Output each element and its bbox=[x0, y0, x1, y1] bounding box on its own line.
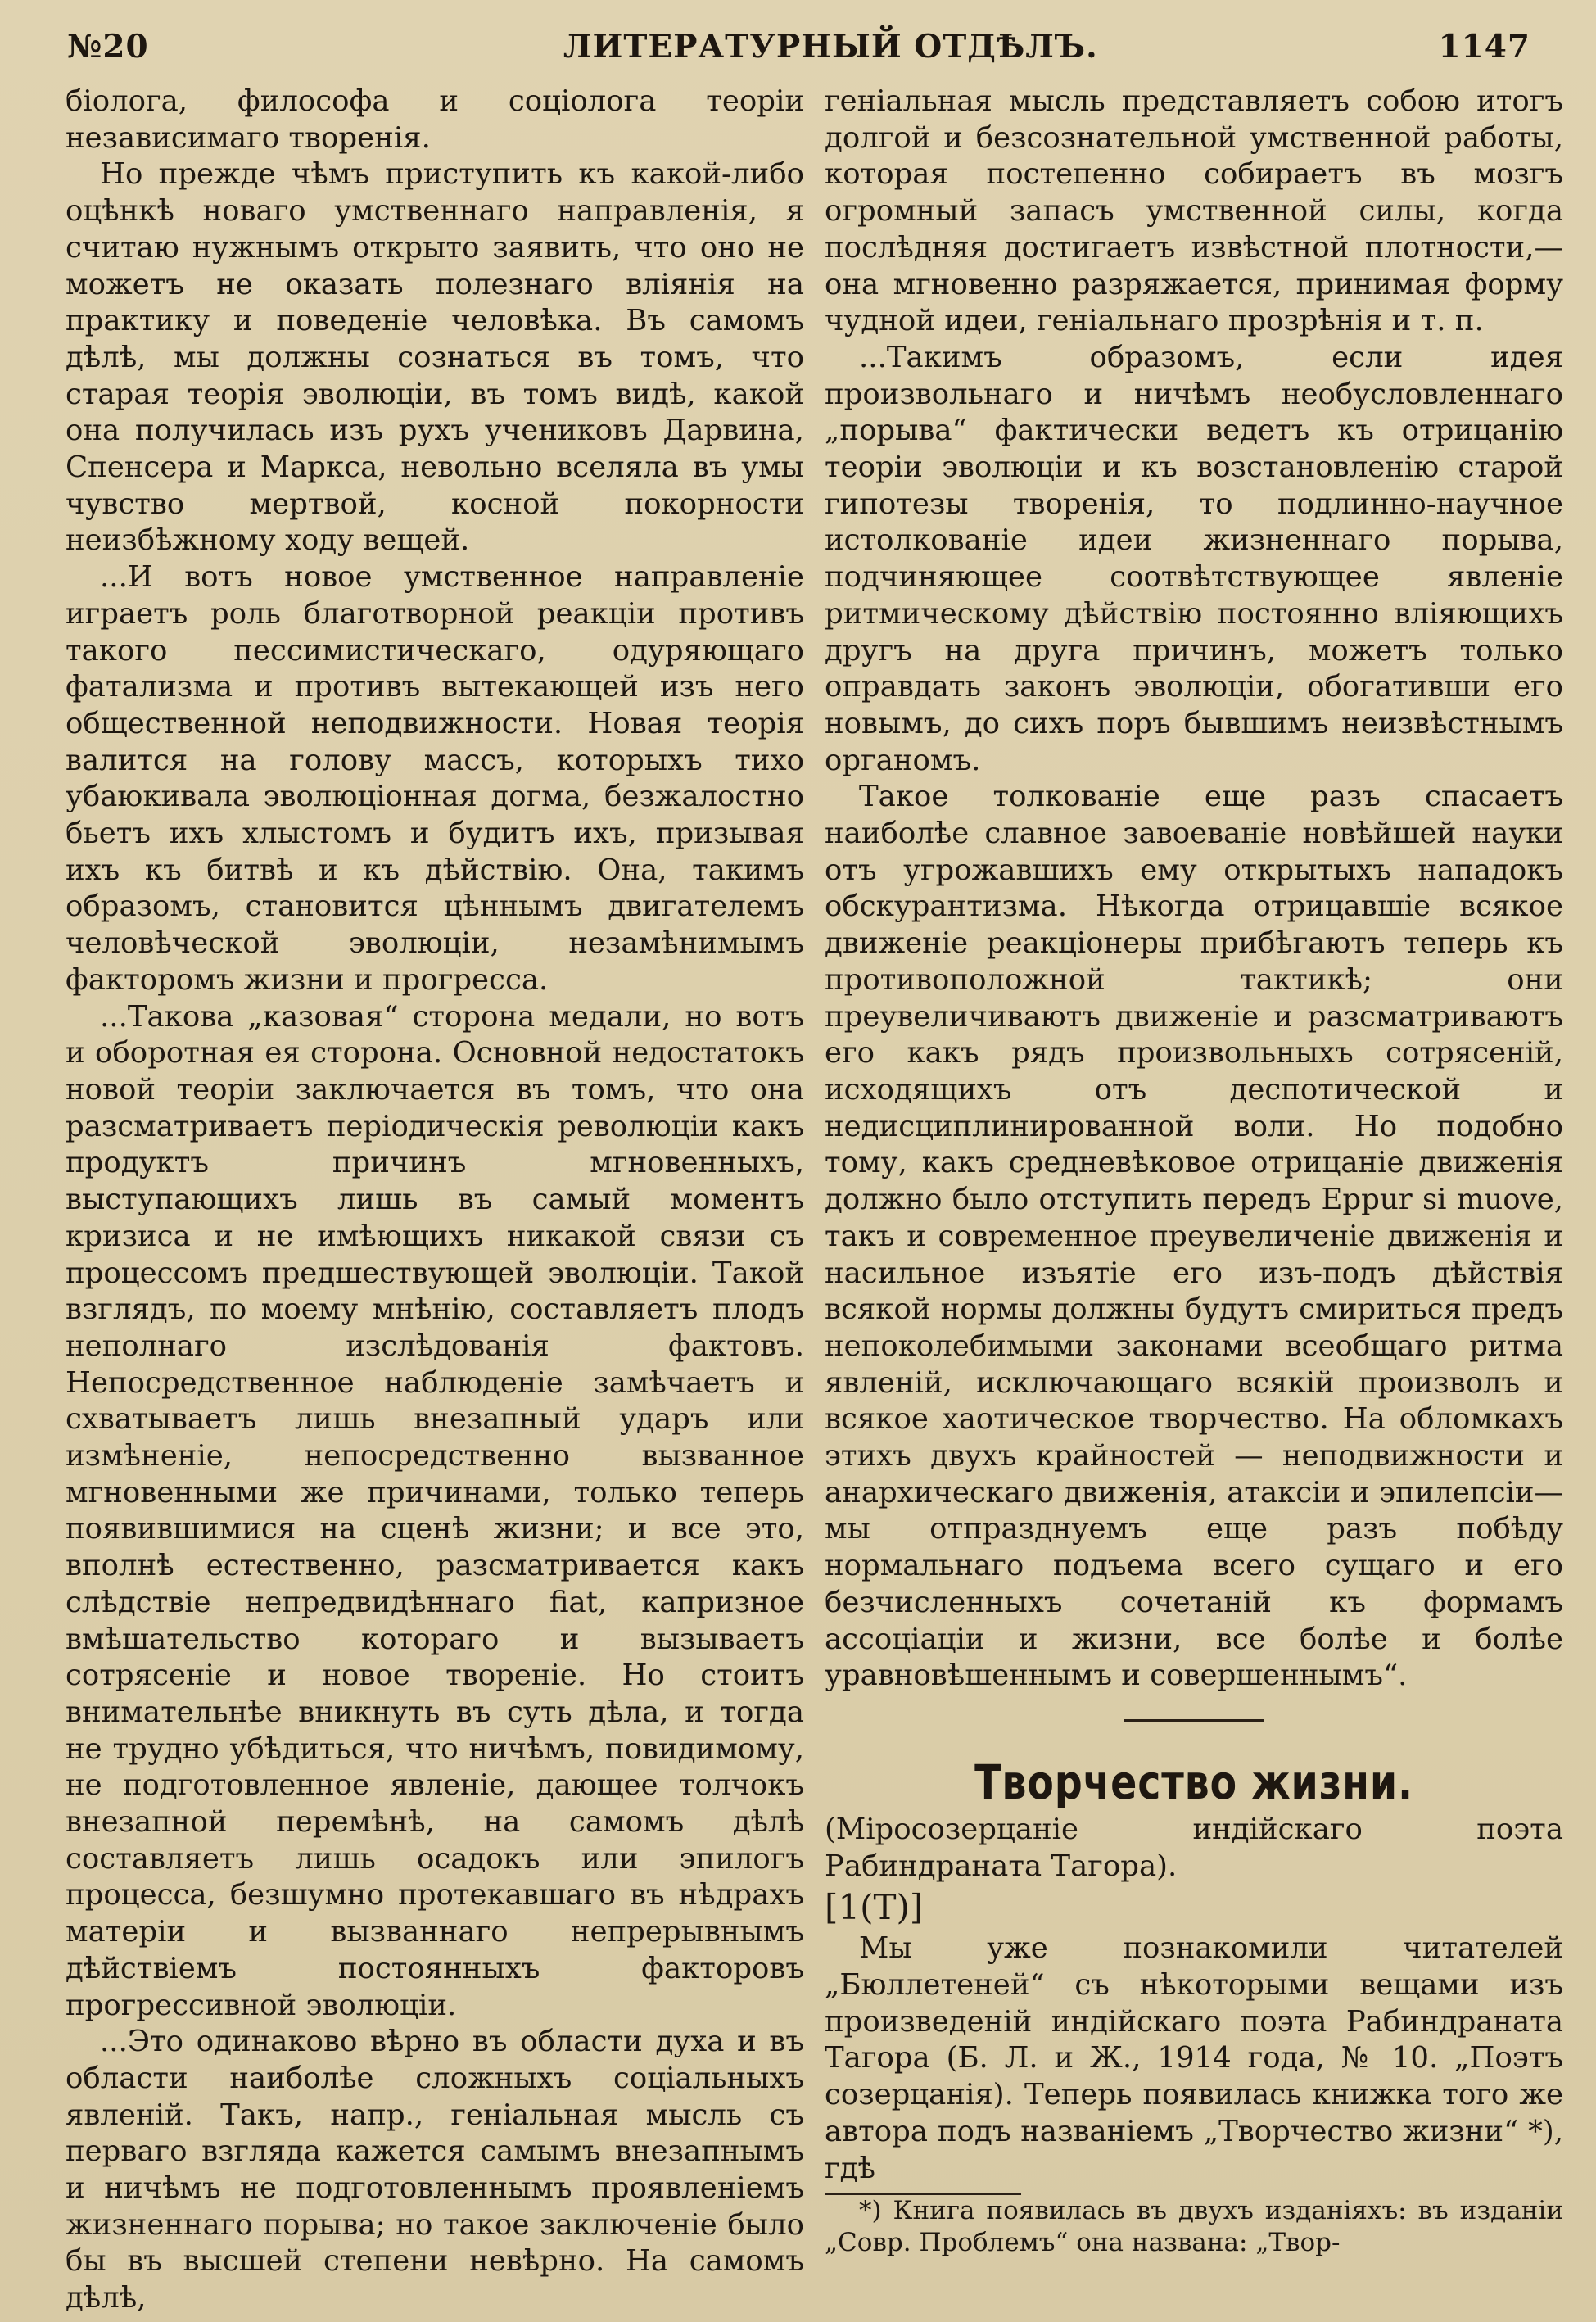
paragraph: Но прежде чѣмъ приступить къ какой-либо оцѣнкѣ новаго умственнаго направленія, я считаю нужнымъ открыто заявить, что оно не можетъ не оказать полезнаго вліянія на практику и поведеніе человѣка. Въ самомъ дѣлѣ, мы должны сознаться въ томъ, что старая теорія эволюціи, въ томъ видѣ, какой она получилась изъ рухъ учениковъ Дарвина, Спенсера и Маркса, невольно вселяла въ умы чувство мертвой, косной покорности неизбѣжному ходу вещей. bbox=[66, 157, 804, 558]
section-divider bbox=[1124, 1719, 1264, 1722]
page-header bbox=[66, 25, 1563, 84]
footnote: *) Книга появилась въ двухъ изданіяхъ: въ изданіи „Совр. Проблемъ“ она названа: „Твор- bbox=[825, 2196, 1563, 2258]
issue-number: №20 bbox=[67, 28, 149, 66]
section-title: ЛИТЕРАТУРНЫЙ ОТДѢЛЪ. bbox=[563, 28, 1098, 66]
right-column bbox=[825, 84, 1563, 2317]
text-columns bbox=[66, 84, 1563, 2317]
paragraph: геніальная мысль представляетъ собою итогъ долгой и безсознательной умственной работы, которая постепенно собираетъ въ мозгъ огромный запасъ умственной силы, когда послѣдняя достигаетъ извѣстной плотности,—она мгновенно разряжается, принимая форму чудной идеи, геніальнаго прозрѣнія и т. п. bbox=[825, 84, 1563, 338]
paragraph: ...И вотъ новое умственное направленіе играетъ роль благотворной реакціи противъ такого пессимистическаго, одуряющаго фатализма и противъ вытекающей изъ него общественной неподвижности. Новая теорія валится на голову массъ, которыхъ тихо убаюкивала эволюціонная догма, безжалостно бьетъ ихъ хлыстомъ и будитъ ихъ, призывая ихъ къ битвѣ и къ дѣйствію. Она, такимъ образомъ, становится цѣннымъ двигателемъ человѣческой эволюціи, незамѣнимымъ факторомъ жизни и прогресса. bbox=[66, 560, 804, 997]
paragraph: ...Такова „казовая“ сторона медали, но вотъ и оборотная ея сторона. Основной недостатокъ новой теоріи заключается въ томъ, что она разсматриваетъ періодическія революціи какъ продуктъ причинъ мгновенныхъ, выступающихъ лишь въ самый моментъ кризиса и не имѣющихъ никакой связи съ процессомъ предшествующей эволюціи. Такой взглядъ, по моему мнѣнію, составляетъ плодъ неполнаго изслѣдованія фактовъ. Непосредственное наблюденіе замѣчаетъ и схватываетъ лишь внезапный ударъ или измѣненіе, непосредственно вызванное мгновенными же причинами, только теперь появившимися на сценѣ жизни; и все это, вполнѣ естественно, разсматривается какъ слѣдствіе непредвидѣннаго fiat, капризное вмѣшательство котораго и вызываетъ сотрясеніе и новое твореніе. Но стоитъ внимательнѣе вникнуть въ суть дѣла, и тогда не трудно убѣдиться, что ничѣмъ, повидимому, не подготовленное явленіе, дающее толчокъ внезапной перемѣнѣ, на самомъ дѣлѣ составляетъ лишь осадокъ или эпилогъ процесса, безшумно протекавшаго въ нѣдрахъ матеріи и вызваннаго непрерывнымъ дѣйствіемъ постоянныхъ факторовъ прогрессивной эволюціи. bbox=[66, 999, 804, 2022]
left-column bbox=[66, 84, 804, 2317]
paragraph: Мы уже познакомили читателей „Бюллетеней“ съ нѣкоторыми вещами изъ произведеній индійскаго поэта Рабиндраната Тагора (Б. Л. и Ж., 1914 года, № 10. „Поэтъ созерцанія). Теперь появилась книжка того же автора подъ названіемъ „Творчество жизни“ *), гдѣ bbox=[825, 1931, 1563, 2185]
article-subtitle: (Міросозерцаніе индійскаго поэта Рабиндраната Тагора). bbox=[825, 1812, 1563, 1883]
paragraph: Такое толкованіе еще разъ спасаетъ наиболѣе славное завоеваніе новѣйшей науки отъ угрожавшихъ ему открытыхъ нападокъ обскурантизма. Нѣкогда отрицавшіе всякое движеніе реакціонеры прибѣгаютъ теперь къ противоположной тактикѣ; они преувеличиваютъ движеніе и разсматриваютъ его какъ рядъ произвольныхъ сотрясеній, исходящихъ отъ деспотической и недисциплинированной воли. Но подобно тому, какъ средневѣковое отрицаніе движенія должно было отступить передъ Eppur si muove, такъ и современное преувеличеніе движенія и насильное изъятіе его изъ-подъ дѣйствія всякой нормы должны будутъ смириться предъ непоколебимыми законами всеобщаго ритма явленій, исключающаго всякій произволъ и всякое хаотическое творчество. На обломкахъ этихъ двухъ крайностей — неподвижности и анархическаго движенія, атаксіи и эпилепсіи—мы отпразднуемъ еще разъ побѣду нормальнаго подъема всего сущаго и его безчисленныхъ сочетаній къ формамъ ассоціаціи и жизни, все болѣе и болѣе уравновѣшеннымъ и совершеннымъ“. bbox=[825, 780, 1563, 1693]
paragraph: ...Это одинаково вѣрно въ области духа и въ области наиболѣе сложныхъ соціальныхъ явленій. Такъ, напр., геніальная мысль съ перваго взгляда кажется самымъ внезапнымъ и ничѣмъ не подготовленнымъ проявленіемъ жизненнаго порыва; но такое заключеніе было бы въ высшей степени невѣрно. На самомъ дѣлѣ, bbox=[66, 2025, 804, 2315]
paragraph: біолога, философа и соціолога теоріи независимаго творенія. bbox=[66, 84, 804, 155]
part-label: [1(Т)] bbox=[825, 1887, 924, 1928]
article-title: Творчество жизни. bbox=[974, 1754, 1413, 1810]
page-number: 1147 bbox=[1438, 28, 1530, 66]
paragraph: ...Такимъ образомъ, если идея произвольнаго и ничѣмъ необусловленнаго „порыва“ фактически ведетъ къ отрицанію теоріи эволюціи и къ возстановленію старой гипотезы творенія, то подлинно-научное истолкованіе идеи жизненнаго порыва, подчиняющее соотвѣтствующее явленіе ритмическому дѣйствію постоянно вліяющихъ другъ на друга причинъ, можетъ только оправдать законъ эволюціи, обогативши его новымъ, до сихъ поръ бывшимъ неизвѣстнымъ органомъ. bbox=[825, 340, 1563, 777]
